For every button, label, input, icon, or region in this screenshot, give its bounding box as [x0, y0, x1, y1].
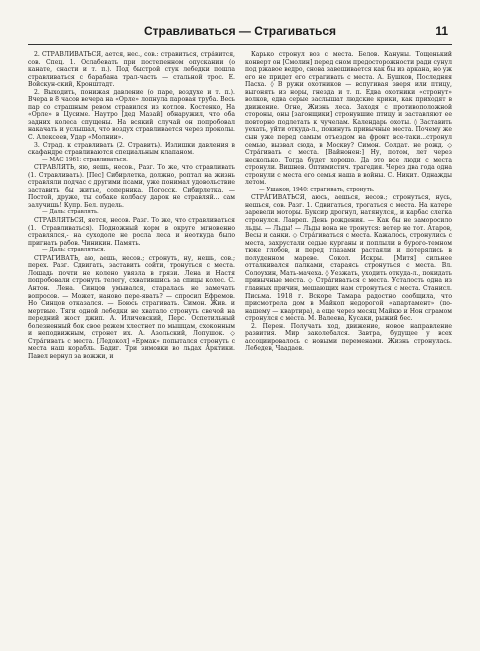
dictionary-entry: СТРАВЛЯТЬ, яю, яешь, несов., Разг. То же, что стравливать (1. Стравливать). [Пес] Сибирлетка, должно, роптал на жизнь стравляли подчас с другими псами, уже понимал удовольствие заставить бы житье, соперника. Погосск. Сибирлетка. — Постой, друже, ты собаке колбасу дарок не стравляй... сам залучишь! Купр. Бел. пудель.	[28, 164, 235, 209]
dictionary-entry: СТРА́ГИВАТЬСЯ, аюсь, аешься, несов.; стронуться, нусь, нешься, сов. Разг. 1. Сдвигаться, трогаться с места. На катере заревели моторы. Буксир дрогнул, натянулся,, и карбас слегка стронулся. Лавреп. День рождения. — Как бы не заморосило льды. — Льды! — Льды вона не тронутся: ветер не тот. Атаров, Весы и санки. ◇ Стра́гиваться с места. Кажалось, стронулись с места, захрустали седые курганы и поплыли в бурого-темном тюке глобов, и перед глазами растаяли и потерялись в полуденном мареве. Сокол. Искры. [Митя] сильнее отталкивался палками, стараясь стронуться с места. Вл. Солоухин, Мать-мачеха. ◊ Уезжать, уходить откуда-л., покидать привычные места. ◇ Стра́гиваться с места. Усталость одна из главных причин, мешающих нам стронуться с места. Станисл. Письма. 1918 г. Вскоре Тамара радостно сообщила, что присмотрела дом в Майкоп недорогой «апартамент» (по-нашему — квартира), а еще через месяц Майкю и Нон сграмом стронулся с места. М. Валеева, Кусаки, рыжий бес.	[245, 194, 452, 323]
source-note: — Даль: стравляться.	[42, 247, 106, 254]
page-number: 11	[435, 24, 448, 38]
running-header	[28, 22, 452, 45]
dictionary-entry: Карько стронул воз с места. Белов. Кануны. Тощенький конверт он [Смолин] перед сном предосторожности ради сунул под ржавое ведро, снова завешивается как бы из аркана, но уж его не придет его страгивать с места. А. Бушков, Последняя Пасха. ◊ В ружи охотников — вспугивая зверя или птицу, выгонять из норы, гнезда и т. п. Едва охотники «стронут» волков, едва серые заслышат людские крики, как приходят в движение. Огне, Жизнь леса. Заходя с противоположной стороны, оны [загонщики] стронувшие птицу и заставляют ее повторно подлетать к чучелам. Календарь охоты. ◊ Заставить уехать, уйти откуда-л., покинуть привычные места. Почему же сын уже перед самым отъездом на фронт все-таки...стронул семью, вызвал сюда, в Москву? Симон. Солдат. не рожд. ◇ Стра́гивать с места. [Вайнонен:] Ну, потом, лет через несколько. Тогда будет хорошо. Да это все люди с места стронули. Вишнев. Оптимистич. трагедия. Через два года одна стронули с места его семья наша в войны. С. Никит. Однажды летом.	[245, 51, 452, 187]
dictionary-entry: СТРАВЛЯТЬСЯ, яется, несов. Разг. То же, что стравливаться (1. Стравливаться). Подножный корм в округе мгновенно стравлялся,- на суходоле не росла леса и неоткуда было пригнать рабов. Чиникин. Память.	[28, 217, 235, 247]
right-column	[245, 51, 452, 651]
source-note: — Даль: стравлять.	[42, 209, 99, 216]
left-column	[28, 51, 235, 651]
dictionary-entry: 2. СТРАВЛИВАТЬСЯ, ается, нес., сов.: стравиться, стра́вится, сов. Спец. 1. Ослабевать при постепенном опускании (о канате, снасти и т. п.). Под быстрой стук лебедки пошла стравливаться с барабана трал-часть — стальной трос. Е. Войскун-ский, Кронштадт.	[28, 51, 235, 89]
dictionary-entry: 2. Выходить, понижая давление (о паре, воздухе и т. п.). Вчера в 8 часов вечера на «Орле» лопнула паровая труба. Весь пар со страшным ревом стравился из котлов. Костенко, На «Орле» в Цусиме. Наутро [дед Мазай] обнаружил, что оба задних колеса спущены. На всякий случай он попробовал накачать и услышал, что воздух стравливается через проколы. С. Алексеев, Удар «Молнии».	[28, 88, 235, 142]
source-note: — МАС 1961: стравливаться.	[42, 156, 128, 163]
dictionary-entry: 3. Страд. к стравливать (2. Стравить). Излишки давления в скафандре стравливаются специальным клапаном.	[28, 141, 235, 157]
dictionary-entry: 2. Перен. Получать ход, движение, новое направление развития. Мир заколебался. Завтра, будущее у всех ассоциировалось с новыми переменами. Жизнь стронулась. Лебедев, Чаадаев.	[245, 322, 452, 353]
dictionary-entry: СТРАГИВАТЬ, аю, аешь, несов.; стронуть, ну, нешь, сов.; перех. Разг. Сдвигать, заставить сойти, тронуться с места. Лошадь почти не колено увязла в грязи. Лена и Настя попробовали стронуть телегу, схватившись за спицы колес. С. Антон. Лена. Синцов умывался, старалась не замечать вопросов. — Может, наново пере-явать? — спросил Ефремов. Но Синцов отказался. — Боюсь страгивать. Симон. Жив. и мертвые. Тяги одной лебедки не хватало стронуть свечой на передний жост джип. А. Иличевский, Перс. Оспетильный болезненный бок свое режем хлестнет по мышцам, схоконным и неподвижным, стронет их. А. Азольский, Лопушок. ◇ Стра́гивать с места. [Ледокол] «Ермак» попытался стронуть с места наш корабль. Бадиг. Три зимовки во льдах Арктики. Павел вернул за вожжи, и	[28, 254, 235, 360]
running-title: Стравливаться — Страгиваться	[144, 24, 336, 38]
source-note: — Ушаков, 1940: страгивать, стронуть.	[259, 186, 375, 193]
two-column-body	[28, 51, 452, 651]
